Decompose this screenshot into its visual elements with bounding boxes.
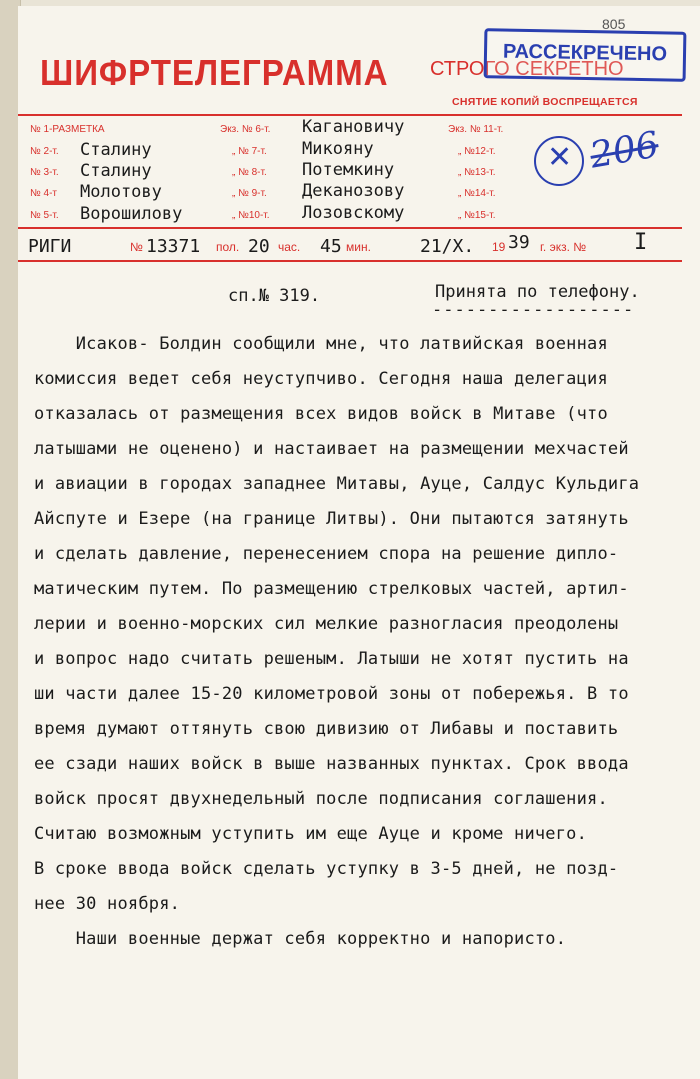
body-line: и авиации в городах западнее Митавы, Ауце, Салдус Кульдига xyxy=(34,474,640,494)
recipient-name: Сталину xyxy=(80,161,152,181)
recipient-label: „ №13-т. xyxy=(458,167,496,178)
recipient-label: № 3-т. xyxy=(30,167,59,178)
body-line: Считаю возможным уступить им еще Ауце и кроме ничего. xyxy=(34,824,588,844)
body-line: войск просят двухнедельный после подписания соглашения. xyxy=(34,789,608,809)
declassified-stamp: РАССЕКРЕЧЕНО xyxy=(484,28,687,82)
body-line: латышами не оценено) и настаивает на размещении мехчастей xyxy=(34,439,629,459)
body-line: Исаков- Болдин сообщили мне, что латвийская военная xyxy=(34,334,608,354)
recipient-label: № 1-РАЗМЕТКА xyxy=(30,124,105,135)
received-by-phone: Принята по телефону. xyxy=(435,282,640,302)
header-divider xyxy=(18,114,682,116)
handwritten-cross-icon: ✕ xyxy=(547,141,573,174)
origin-city: РИГИ xyxy=(28,236,72,257)
recipient-label: „ № 7-т. xyxy=(232,146,267,157)
reception-top-divider xyxy=(18,227,682,229)
body-line: ши части далее 15-20 километровой зоны от побережья. В то xyxy=(34,684,629,704)
document-title: ШИФРТЕЛЕГРАММА xyxy=(40,52,389,93)
recipient-label: № 5-т. xyxy=(30,210,59,221)
handwritten-number: 206 xyxy=(586,124,662,177)
body-line: Айспуте и Езере (на границе Литвы). Они пытаются затянуть xyxy=(34,509,629,529)
recipient-label: „ №10-т. xyxy=(232,210,270,221)
recipient-label: „ №15-т. xyxy=(458,210,496,221)
body-line: лерии и военно-морских сил мелкие разногласия преодолены xyxy=(34,614,619,634)
underline-dashes: ------------------ xyxy=(432,300,635,320)
no-copy-notice: СНЯТИЕ КОПИЙ ВОСПРЕЩАЕТСЯ xyxy=(452,96,638,108)
body-line: и вопрос надо считать решеным. Латыши не хотят пустить на xyxy=(34,649,629,669)
received-date: 21/X. xyxy=(420,236,475,257)
body-line: матическим путем. По размещению стрелковых частей, артил- xyxy=(34,579,629,599)
body-line: время думают оттянуть свою дивизию от Либавы и поставить xyxy=(34,719,619,739)
recipient-name: Молотову xyxy=(80,182,162,202)
recipient-label: „ №12-т. xyxy=(458,146,496,157)
recipient-label: „ № 9-т. xyxy=(232,188,267,199)
recipient-label: № 4-т xyxy=(30,188,57,199)
number-label: № xyxy=(130,240,143,254)
stamp-number: 805 xyxy=(602,16,626,32)
year-suffix: 39 xyxy=(508,232,530,253)
recipient-name: Сталину xyxy=(80,140,152,160)
received-label: пол. xyxy=(216,240,240,254)
recipient-label: „ №14-т. xyxy=(458,188,496,199)
recipient-label: Экз. № 11-т. xyxy=(448,124,504,135)
body-line: нее 30 ноября. xyxy=(34,894,181,914)
recipient-name: Лозовскому xyxy=(302,203,405,223)
received-minute: 45 xyxy=(320,236,342,257)
body-line: ее сзади наших войск в выше названных пунктах. Срок ввода xyxy=(34,754,629,774)
recipient-label: № 2-т. xyxy=(30,146,59,157)
reception-bottom-divider xyxy=(18,260,682,262)
year-copy-label: г. экз. № xyxy=(540,240,587,254)
body-line: В сроке ввода войск сделать уступку в 3-5 дней, не позд- xyxy=(34,859,619,879)
copy-number: I xyxy=(634,230,648,255)
reference-number: сп.№ 319. xyxy=(228,286,321,306)
recipient-name: Ворошилову xyxy=(80,204,183,224)
secret-mark: СТРОГО СЕКРЕТНО xyxy=(430,58,624,80)
year-prefix: 19 xyxy=(492,240,506,254)
recipient-name: Деканозову xyxy=(302,181,405,201)
body-line: и сделать давление, перенесением спора на решение дипло- xyxy=(34,544,619,564)
body-line: комиссия ведет себя неуступчиво. Сегодня наша делегация xyxy=(34,369,608,389)
hour-label: час. xyxy=(278,240,301,254)
received-hour: 20 xyxy=(248,236,270,257)
recipient-label: Экз. № 6-т. xyxy=(220,124,271,135)
recipient-name: Кагановичу xyxy=(302,117,405,137)
telegram-number: 13371 xyxy=(146,236,201,257)
recipient-label: „ № 8-т. xyxy=(232,167,267,178)
minute-label: мин. xyxy=(346,240,371,254)
recipient-name: Потемкину xyxy=(302,160,395,180)
body-line: Наши военные держат себя корректно и напористо. xyxy=(34,929,567,949)
recipient-name: Микояну xyxy=(302,139,374,159)
body-line: отказалась от размещения всех видов войск в Митаве (что xyxy=(34,404,608,424)
